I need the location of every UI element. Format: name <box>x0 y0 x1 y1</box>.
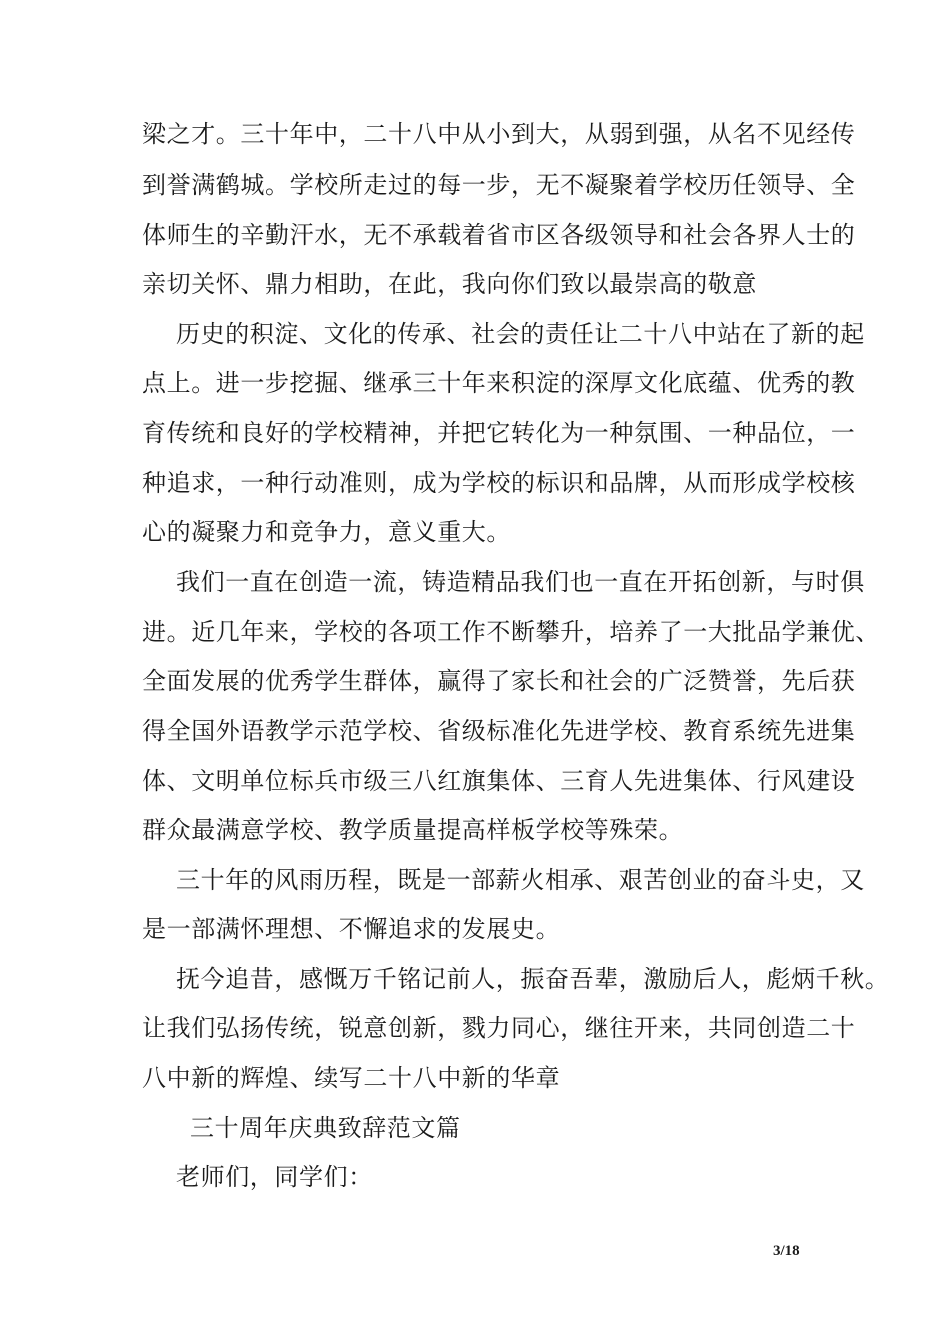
body-line: 亲切关怀、鼎力相助，在此，我向你们致以最崇高的敬意 <box>142 270 757 298</box>
paragraph-first-line: 我们一直在创造一流，铸造精品我们也一直在开拓创新，与时俱 <box>176 568 865 596</box>
body-line: 梁之才。三十年中，二十八中从小到大，从弱到强，从名不见经传 <box>142 120 856 148</box>
body-line: 育传统和良好的学校精神，并把它转化为一种氛围、一种品位，一 <box>142 419 856 447</box>
body-line: 进。近几年来，学校的各项工作不断攀升，培养了一大批品学兼优、 <box>142 618 880 646</box>
section-heading: 三十周年庆典致辞范文篇 <box>190 1114 461 1142</box>
body-line: 体、文明单位标兵市级三八红旗集体、三育人先进集体、行风建设 <box>142 767 856 795</box>
body-line: 群众最满意学校、教学质量提高样板学校等殊荣。 <box>142 816 684 844</box>
body-line: 得全国外语教学示范学校、省级标准化先进学校、教育系统先进集 <box>142 717 856 745</box>
body-line: 种追求，一种行动准则，成为学校的标识和品牌，从而形成学校核 <box>142 469 856 497</box>
body-line: 心的凝聚力和竞争力，意义重大。 <box>142 518 511 546</box>
body-line: 到誉满鹤城。学校所走过的每一步，无不凝聚着学校历任领导、全 <box>142 171 856 199</box>
page-number: 3/18 <box>773 1243 800 1259</box>
body-line: 全面发展的优秀学生群体，赢得了家长和社会的广泛赞誉，先后获 <box>142 667 856 695</box>
paragraph-first-line: 历史的积淀、文化的传承、社会的责任让二十八中站在了新的起 <box>176 320 865 348</box>
body-line: 点上。进一步挖掘、继承三十年来积淀的深厚文化底蕴、优秀的教 <box>142 369 856 397</box>
body-line: 体师生的辛勤汗水，无不承载着省市区各级领导和社会各界人士的 <box>142 221 856 249</box>
paragraph-first-line: 抚今追昔，感慨万千铭记前人，振奋吾辈，激励后人，彪炳千秋。 <box>176 965 890 993</box>
body-line: 八中新的辉煌、续写二十八中新的华章 <box>142 1064 561 1092</box>
body-line: 让我们弘扬传统，锐意创新，戮力同心，继往开来，共同创造二十 <box>142 1014 856 1042</box>
salutation: 老师们，同学们： <box>176 1163 373 1191</box>
paragraph-first-line: 三十年的风雨历程，既是一部薪火相承、艰苦创业的奋斗史，又 <box>176 866 865 894</box>
body-line: 是一部满怀理想、不懈追求的发展史。 <box>142 915 561 943</box>
